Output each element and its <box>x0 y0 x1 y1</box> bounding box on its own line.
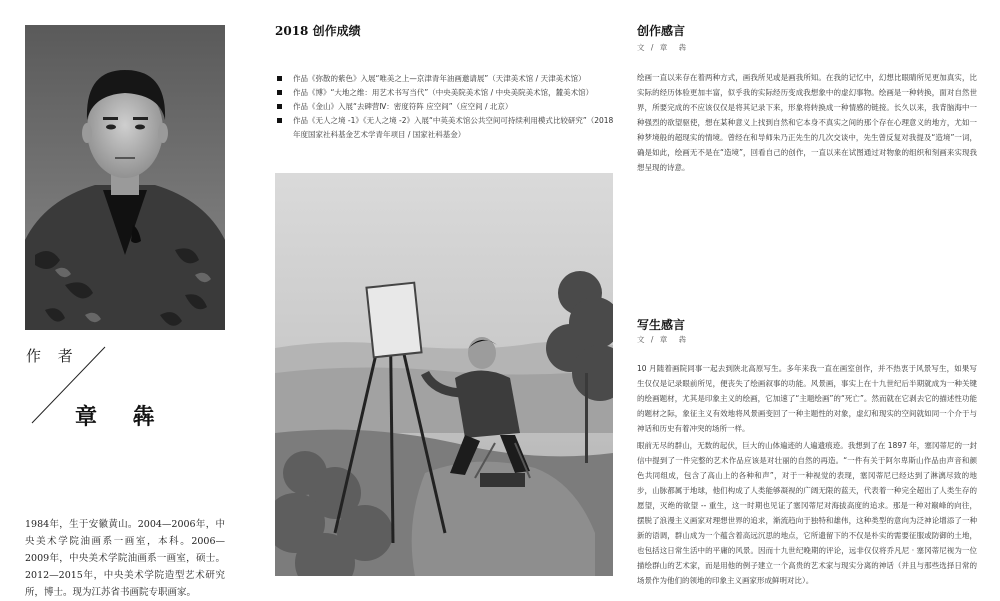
sketching-paragraph-1: 10 月随着画院同事一起去到陕北高原写生。多年来我一直在画室创作，并不热衷于风景写生，如果写生仅仅是记录眼前所见，便丧失了绘画叙事的功能。风景画，事实上在十九世纪后半期就成为一种关键的绘画题材，尤其是印象主义的绘画，它加速了“主题绘画”的“死亡”。然而就在它剥去它的描述性功能的题材之际，象征主义有效地将风景画变回了一种主题性的对象，虚幻和现实的空间就如同一个介于与神话和历史有着冲突的场所一样。 <box>637 364 977 433</box>
creation-body: 绘画一直以来存在着两种方式，画我所见或是画我所知。在我的记忆中，幻想比眼睛所见更加真实，比实际的经历体验更加丰富，似乎我的实际经历变成我想象中的虚幻事物。绘画是一种转换，面对自然世界，所要完成的不应该仅仅是将其记录下来，形象将转换成一种情感的链接。长久以来，我背脑海中一种强烈的欲望驱使，想在某种意义上找到自然和它本身不真实之间的那个存在心理意义的地方，尤如一种梦境般的超现实的情境。曾经在和导师朱乃正先生的几次交谈中，先生曾反复对我提及“造境”一词，确是如此，绘画无不是在“造境”，回看自己的创作，一直以来在试图通过对物象的组织和刻画来实现我想呈现的诗意。 <box>637 73 977 172</box>
author-bio: 1984年，生于安徽黄山。2004—2006年，中央美术学院油画系一画室，本科。2006—2009年，中央美术学院油画系一画室，硕士。2012—2015年，中央美术学院造型艺术研究所，博士。现为江苏省书画院专职画家。 <box>25 519 225 598</box>
portrait-illustration <box>25 25 225 330</box>
author-name: 章 犇 <box>75 404 169 430</box>
bullet-icon <box>277 104 282 109</box>
creation-title: 创作感言 <box>637 24 686 38</box>
author-portrait <box>25 25 225 330</box>
bullet-icon <box>277 90 282 95</box>
sketching-paragraph-2: 眼前无尽的群山，无数的起伏，巨大的山体遍迹的人遍遗痕迹。我想到了在 1897 年，塞冈蒂尼的一封信中提到了一件完整的艺术作品应该是对壮丽的自然的再造。“一件有关于阿尔卑斯山作品由声音和颜色共同组成，包含了高山上的各种和声”，对于一种视觉的表现，塞冈蒂尼已经达到了淋漓尽致的地步，山脉都属于地球，他们构成了人类能够凝视的广阔无限的蓝天，代表着一种完全超出了人类生存的愿望，灭绝的欲望 -- 重生，这一时期也见证了塞冈蒂尼对海拔高度的追求。那是一种对巅峰的向往，摆脱了浪漫主义画家对理想世界的追求，渐流趋向于独特和雄伟，这种类型的意向为泛神论增添了一种新的语调，群山成为一个蕴含着高远沉思的地点，它所遗留下的不仅是朴实的需要征服或防御的土地，也包括这日常生活中的平庸的风景。因而十九世纪晚期的评论，远非仅仅将乔凡尼 · 塞冈蒂尼视为一位描绘群山的艺术家，而是用他的例子建立一个高贵的艺术家与现实分离的神话（并且与那些选择日常的场景作为他们的领地的印象主义画家形成鲜明对比）。 <box>637 441 977 585</box>
achievements-list <box>277 72 617 142</box>
achievement-item: 作品《博》“大地之维：用艺术书写当代”（中央美院美术馆 / 中央美院美术馆，麓美术馆） <box>277 86 617 100</box>
achievement-item: 作品《无人之境 -1》《无人之境 -2》入展“中英美术馆公共空间可持续利用模式比较研究”（2018年度国家社科基金艺术学青年项目 / 国家社科基金） <box>277 114 617 142</box>
author-label: 作 者 <box>26 347 79 365</box>
plein-air-photo <box>275 173 613 576</box>
sketching-author: 文 / 章 犇 <box>637 335 689 344</box>
achievement-item: 作品《金山》入展“去碑营Ⅳ：密度符阵 应空间”（应空间 / 北京） <box>277 100 617 114</box>
bullet-icon <box>277 76 282 81</box>
bullet-icon <box>277 118 282 123</box>
achievement-item: 作品《弥散的紫色》入展“唯美之上—京津青年油画邀请展”（天津美术馆 / 天津美术馆） <box>277 72 617 86</box>
creation-author: 文 / 章 犇 <box>637 43 689 52</box>
plein-air-illustration <box>275 173 613 576</box>
sketching-title: 写生感言 <box>637 318 686 332</box>
achievements-title: 2018 创作成绩 <box>275 24 361 38</box>
